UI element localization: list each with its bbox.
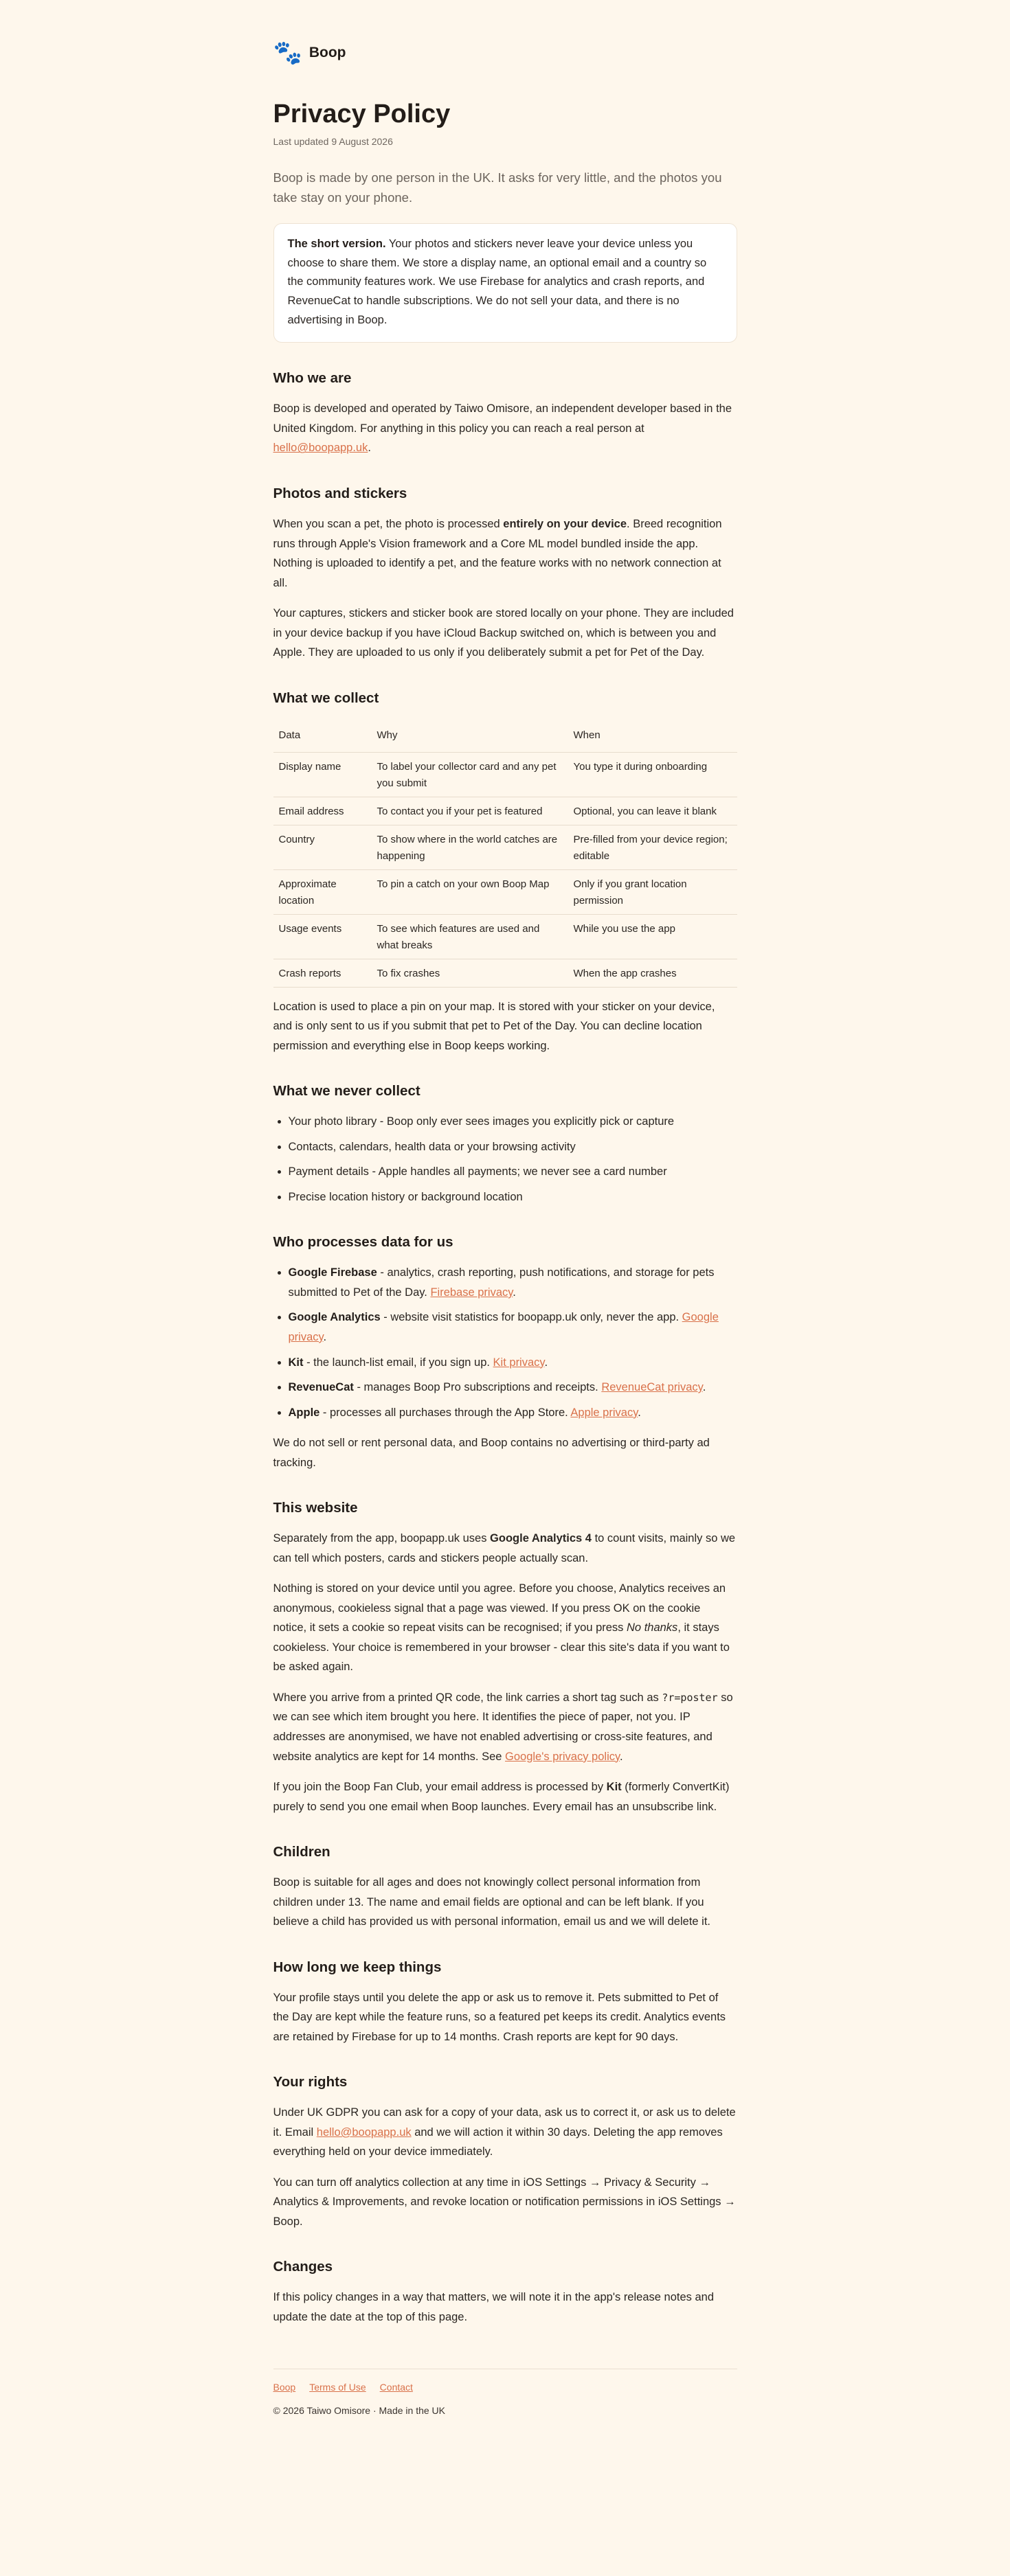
paragraph-text: Separately from the app, boopapp.uk uses (273, 1532, 491, 1545)
section-what-we-collect (273, 690, 737, 1056)
paragraph: Your captures, stickers and sticker book are stored locally on your phone. They are included in your device backup if you have iCloud Backup switched on, which is between you and Apple. They are uploaded to us only if you deliberately submit a pet for Pet of the Day. (273, 607, 734, 659)
section-heading: This website (273, 1500, 358, 1516)
footer (273, 2369, 737, 2416)
list-item: • Your photo library - Boop only ever sees images you explicitly pick or capture (289, 1112, 737, 1132)
section-heading: Who we are (273, 370, 352, 387)
intro-text: Boop is made by one person in the UK. It asks for very little, and the photos you take stay on your phone. (273, 170, 722, 205)
list-item (289, 1308, 737, 1347)
paragraph-text: Boop is developed and operated by Taiwo Omisore, an independent developer based in the United Kingdom. For anything in this policy you can reach a real person at (273, 402, 732, 435)
bold-text: Kit (606, 1781, 622, 1794)
code-snippet: ?r=poster (662, 1691, 718, 1704)
processor-text: - manages Boop Pro subscriptions and receipts. (353, 1381, 602, 1394)
paragraph-text: and we will action it within 30 days. Deleting the app removes everything held on your device immediately. (273, 2125, 723, 2158)
paragraph: You can turn off analytics collection at any time in iOS Settings → Privacy & Security → Analytics & Improvements, and revoke location or notification permissions in iOS Settings → Boop. (273, 2176, 736, 2228)
section-retention (273, 1959, 737, 2047)
table-cell: When the app crashes (568, 959, 737, 987)
apple-privacy-link[interactable]: Apple privacy (570, 1406, 638, 1419)
punctuation: . (620, 1750, 623, 1763)
google-privacy-policy-link[interactable]: Google's privacy policy (505, 1750, 620, 1763)
paragraph (273, 514, 737, 593)
copyright: © 2026 Taiwo Omisore · Made in the UK (273, 2404, 446, 2416)
revenuecat-privacy-link[interactable]: RevenueCat privacy (601, 1381, 703, 1394)
table-cell: Pre-filled from your device region; editable (568, 825, 737, 869)
section-children (273, 1844, 737, 1932)
google-privacy-link[interactable]: Google privacy (288, 1311, 719, 1343)
list-item: • Precise location history or background location (289, 1187, 737, 1207)
section-rights (273, 2074, 737, 2231)
table-row (273, 869, 737, 914)
paragraph-text: . Breed recognition runs through Apple's Vision framework and a Core ML model bundled inside the app. Nothing is uploaded to identify a pet, and the feature works with no network connection at all. (273, 517, 722, 589)
bold-text: entirely on your device (503, 517, 627, 530)
table-row (273, 752, 737, 797)
paragraph-text: Under UK GDPR you can ask for a copy of your data, ask us to correct it, or ask us to delete it. Email (273, 2106, 736, 2139)
section-heading: Photos and stickers (273, 485, 407, 501)
table-header-row (273, 719, 737, 753)
section-changes (273, 2259, 737, 2327)
processor-text: - processes all purchases through the App Store. (319, 1406, 571, 1419)
punctuation: . (702, 1381, 706, 1394)
section-heading: Children (273, 1844, 330, 1860)
section-who-we-are (273, 370, 737, 458)
summary-lead: The short version. (287, 237, 386, 250)
summary-box (273, 223, 737, 343)
paragraph-text: so we can see which item brought you here. It identifies the piece of paper, not you. IP addresses are anonymised, we have not enabled advertising or cross-site features, and website analytics are kept for 14 months. See (273, 1691, 733, 1763)
footer-link-contact[interactable]: Contact (379, 2381, 413, 2393)
section-heading: Your rights (273, 2074, 348, 2090)
processors-list (273, 1263, 737, 1422)
data-table (273, 719, 737, 988)
processor-text: - the launch-list email, if you sign up. (303, 1356, 493, 1369)
paragraph (273, 399, 737, 458)
punctuation: . (368, 442, 371, 455)
paragraph: Boop is suitable for all ages and does not knowingly collect personal information from children under 13. The name and email fields are optional and can be left blank. If you believe a child has provided us with personal information, email us and we will delete it. (273, 1876, 711, 1928)
paragraph (273, 2103, 737, 2162)
table-cell: Approximate location (273, 869, 372, 914)
table-cell: Email address (273, 797, 372, 825)
table-row (273, 825, 737, 869)
table-cell: Display name (273, 752, 372, 797)
page (273, 0, 737, 2416)
section-heading: What we never collect (273, 1083, 420, 1099)
section-website (273, 1500, 737, 1816)
list-item (289, 1263, 737, 1302)
processor-name: Kit (288, 1356, 304, 1369)
column-header: Why (372, 719, 568, 753)
section-heading: How long we keep things (273, 1959, 442, 1975)
brand-header (273, 37, 737, 69)
brand-name[interactable]: Boop (308, 45, 346, 60)
table-cell: To pin a catch on your own Boop Map (372, 869, 568, 914)
paragraph-text: If you join the Boop Fan Club, your email address is processed by (273, 1781, 607, 1794)
processor-name: Google Firebase (288, 1266, 377, 1279)
processor-text: - analytics, crash reporting, push notifications, and storage for pets submitted to Pet of the Day. (288, 1266, 715, 1299)
punctuation: . (323, 1331, 327, 1343)
list-item (289, 1353, 737, 1373)
footer-nav (273, 2382, 737, 2393)
processor-name: Apple (288, 1406, 320, 1419)
table-cell: To see which features are used and what breaks (372, 914, 568, 959)
table-cell: Only if you grant location permission (568, 869, 737, 914)
kit-privacy-link[interactable]: Kit privacy (493, 1356, 545, 1369)
table-row (273, 959, 737, 987)
list-item (289, 1403, 737, 1423)
paragraph: Location is used to place a pin on your map. It is stored with your sticker on your device, and is only sent to us if you submit that pet to Pet of the Day. You can decline location permission and everything else in Boop keeps working. (273, 1000, 715, 1052)
table-cell: Country (273, 825, 372, 869)
italic-text: No thanks (627, 1621, 678, 1634)
list-item: • Payment details - Apple handles all payments; we never see a card number (289, 1162, 737, 1182)
processor-text: - website visit statistics for boopapp.uk only, never the app. (380, 1311, 682, 1324)
section-never-collect (273, 1083, 737, 1207)
paragraph (273, 1688, 737, 1766)
last-updated: Last updated 9 August 2026 (273, 135, 393, 147)
punctuation: . (513, 1286, 516, 1299)
table-cell: To show where in the world catches are happening (372, 825, 568, 869)
never-collect-list (273, 1112, 737, 1207)
paragraph: Your profile stays until you delete the app or ask us to remove it. Pets submitted to Pet of the Day are kept while the feature runs, so a featured pet keeps its credit. Analytics events are retained by Firebase for up to 14 months. Crash reports are kept for 90 days. (273, 1991, 726, 2043)
punctuation: . (544, 1356, 548, 1369)
list-item: • Contacts, calendars, health data or your browsing activity (289, 1137, 737, 1157)
table-cell: While you use the app (568, 914, 737, 959)
paragraph-text: Nothing is stored on your device until you agree. Before you choose, Analytics receives an anonymous, cookieless signal that a page was viewed. If you press OK on the cookie notice, it sets a cookie so repeat visits can be recognised; if you press (273, 1582, 726, 1634)
section-photos (273, 486, 737, 663)
section-heading: Changes (273, 2259, 333, 2275)
firebase-privacy-link[interactable]: Firebase privacy (430, 1286, 513, 1299)
table-row (273, 914, 737, 959)
processor-name: Google Analytics (288, 1311, 381, 1324)
table-cell: To contact you if your pet is featured (372, 797, 568, 825)
paragraph: We do not sell or rent personal data, and Boop contains no advertising or third-party ad tracking. (273, 1437, 710, 1469)
footer-link-home[interactable]: Boop (273, 2381, 296, 2393)
table-cell: Optional, you can leave it blank (568, 797, 737, 825)
table-cell: You type it during onboarding (568, 752, 737, 797)
footer-link-terms[interactable]: Terms of Use (309, 2381, 366, 2393)
paw-logo-icon: 🐾 (273, 40, 302, 66)
table-cell: To label your collector card and any pet you submit (372, 752, 568, 797)
bold-text: Google Analytics 4 (490, 1532, 592, 1545)
processor-name: RevenueCat (288, 1381, 354, 1394)
section-processors (273, 1234, 737, 1472)
paragraph (273, 1529, 737, 1568)
summary-text: Your photos and stickers never leave your device unless you choose to share them. We store a display name, an optional email and a country so the community features work. We use Firebase for analytics and crash reports, and RevenueCat to handle subscriptions. We do not sell your data, and there is no advertising in Boop. (287, 237, 707, 326)
section-heading: What we collect (273, 689, 379, 706)
paragraph-text: When you scan a pet, the photo is processed (273, 517, 504, 530)
table-cell: Usage events (273, 914, 372, 959)
punctuation: . (638, 1406, 641, 1419)
column-header: Data (273, 719, 372, 753)
page-title: Privacy Policy (273, 100, 451, 128)
paragraph (273, 1579, 737, 1677)
paragraph: If this policy changes in a way that matters, we will note it in the app's release notes and update the date at the top of this page. (273, 2291, 714, 2323)
email-link[interactable]: hello@boopapp.uk (316, 2125, 412, 2139)
paragraph-text: Where you arrive from a printed QR code, the link carries a short tag such as (273, 1691, 662, 1704)
paragraph-text: (formerly ConvertKit) purely to send you one email when Boop launches. Every email has an unsubscribe link. (273, 1781, 730, 1813)
table-cell: To fix crashes (372, 959, 568, 987)
table-cell: Crash reports (273, 959, 372, 987)
column-header: When (568, 719, 737, 753)
paragraph-text: to count visits, mainly so we can tell which posters, cards and stickers people actually scan. (273, 1532, 736, 1564)
section-heading: Who processes data for us (273, 1234, 453, 1251)
paragraph-text: , it stays cookieless. Your choice is remembered in your browser - clear this site's data if you want to be asked again. (273, 1621, 730, 1674)
list-item (289, 1378, 737, 1398)
paragraph (273, 1777, 737, 1816)
email-link[interactable]: hello@boopapp.uk (273, 442, 368, 455)
table-row (273, 797, 737, 825)
